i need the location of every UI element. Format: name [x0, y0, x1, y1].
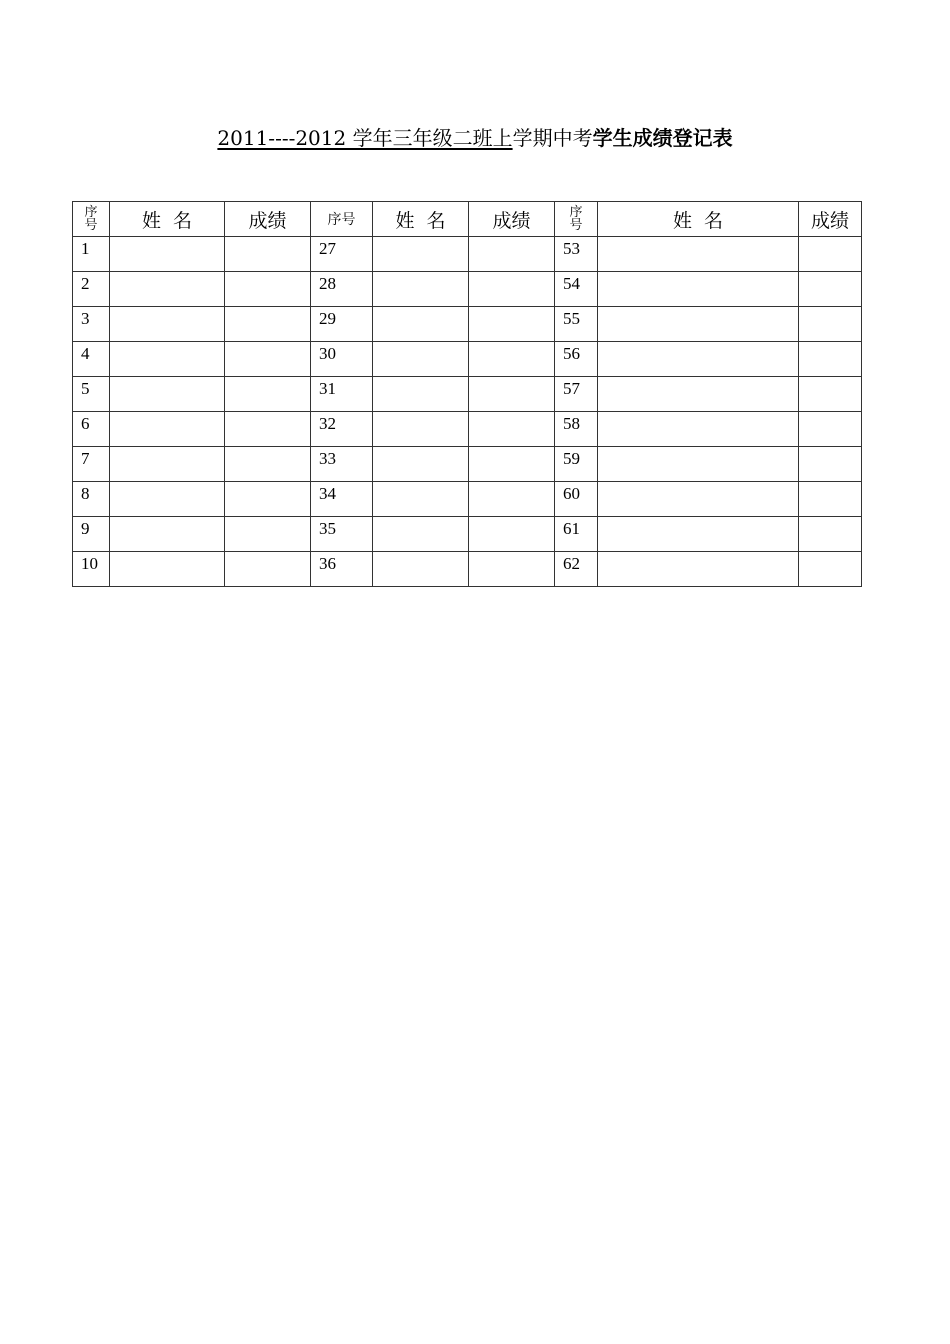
seq-cell: 54	[555, 272, 598, 307]
score-cell[interactable]	[799, 552, 862, 587]
seq-cell: 7	[73, 447, 110, 482]
score-cell[interactable]	[225, 552, 311, 587]
seq-cell: 59	[555, 447, 598, 482]
name-cell[interactable]	[373, 377, 469, 412]
header-name-3: 姓 名	[598, 202, 799, 237]
score-cell[interactable]	[799, 482, 862, 517]
header-name-2: 姓 名	[373, 202, 469, 237]
table-row	[73, 342, 862, 377]
seq-cell: 58	[555, 412, 598, 447]
name-cell[interactable]	[598, 482, 799, 517]
table-row	[73, 447, 862, 482]
seq-cell: 33	[311, 447, 373, 482]
name-cell[interactable]	[373, 237, 469, 272]
seq-cell: 27	[311, 237, 373, 272]
header-seq-1: 序号	[73, 202, 110, 237]
header-score-2: 成绩	[469, 202, 555, 237]
score-cell[interactable]	[469, 552, 555, 587]
score-cell[interactable]	[225, 517, 311, 552]
seq-cell: 32	[311, 412, 373, 447]
name-cell[interactable]	[373, 342, 469, 377]
name-cell[interactable]	[110, 237, 225, 272]
name-cell[interactable]	[110, 272, 225, 307]
seq-cell: 4	[73, 342, 110, 377]
title-underlined: 2011----2012 学年三年级二班上	[217, 126, 513, 150]
seq-cell: 31	[311, 377, 373, 412]
score-cell[interactable]	[469, 272, 555, 307]
seq-cell: 3	[73, 307, 110, 342]
score-cell[interactable]	[799, 447, 862, 482]
name-cell[interactable]	[110, 552, 225, 587]
score-cell[interactable]	[469, 517, 555, 552]
table-row	[73, 272, 862, 307]
seq-cell: 1	[73, 237, 110, 272]
score-cell[interactable]	[225, 412, 311, 447]
seq-cell: 6	[73, 412, 110, 447]
name-cell[interactable]	[110, 377, 225, 412]
name-cell[interactable]	[110, 307, 225, 342]
seq-cell: 29	[311, 307, 373, 342]
table-row	[73, 307, 862, 342]
seq-cell: 60	[555, 482, 598, 517]
header-name-1: 姓 名	[110, 202, 225, 237]
score-cell[interactable]	[799, 412, 862, 447]
name-cell[interactable]	[598, 412, 799, 447]
score-cell[interactable]	[469, 342, 555, 377]
name-cell[interactable]	[373, 482, 469, 517]
score-cell[interactable]	[799, 342, 862, 377]
seq-cell: 36	[311, 552, 373, 587]
title-plain: 学期中考	[512, 126, 593, 150]
name-cell[interactable]	[373, 412, 469, 447]
score-cell[interactable]	[799, 307, 862, 342]
name-cell[interactable]	[110, 342, 225, 377]
table-row	[73, 237, 862, 272]
name-cell[interactable]	[110, 517, 225, 552]
seq-cell: 8	[73, 482, 110, 517]
score-cell[interactable]	[225, 237, 311, 272]
score-cell[interactable]	[469, 237, 555, 272]
page-title	[0, 124, 950, 152]
name-cell[interactable]	[110, 482, 225, 517]
table-row	[73, 517, 862, 552]
seq-cell: 30	[311, 342, 373, 377]
score-cell[interactable]	[469, 447, 555, 482]
name-cell[interactable]	[598, 307, 799, 342]
score-table	[72, 201, 862, 587]
score-cell[interactable]	[469, 377, 555, 412]
table-row	[73, 552, 862, 587]
header-seq-3: 序号	[555, 202, 598, 237]
name-cell[interactable]	[598, 447, 799, 482]
score-cell[interactable]	[799, 237, 862, 272]
score-cell[interactable]	[225, 447, 311, 482]
name-cell[interactable]	[373, 517, 469, 552]
name-cell[interactable]	[373, 447, 469, 482]
name-cell[interactable]	[598, 272, 799, 307]
seq-cell: 2	[73, 272, 110, 307]
score-cell[interactable]	[225, 482, 311, 517]
name-cell[interactable]	[373, 307, 469, 342]
seq-cell: 61	[555, 517, 598, 552]
name-cell[interactable]	[598, 517, 799, 552]
table-row	[73, 377, 862, 412]
seq-cell: 55	[555, 307, 598, 342]
seq-cell: 53	[555, 237, 598, 272]
name-cell[interactable]	[598, 377, 799, 412]
header-score-3: 成绩	[799, 202, 862, 237]
score-cell[interactable]	[469, 482, 555, 517]
name-cell[interactable]	[598, 552, 799, 587]
seq-cell: 10	[73, 552, 110, 587]
header-score-1: 成绩	[225, 202, 311, 237]
score-cell[interactable]	[799, 517, 862, 552]
score-cell[interactable]	[225, 377, 311, 412]
title-bold: 学生成绩登记表	[592, 126, 733, 150]
seq-cell: 57	[555, 377, 598, 412]
score-cell[interactable]	[225, 272, 311, 307]
seq-cell: 62	[555, 552, 598, 587]
name-cell[interactable]	[598, 342, 799, 377]
table-row	[73, 482, 862, 517]
seq-cell: 5	[73, 377, 110, 412]
score-cell[interactable]	[225, 307, 311, 342]
seq-cell: 28	[311, 272, 373, 307]
name-cell[interactable]	[373, 272, 469, 307]
score-cell[interactable]	[799, 377, 862, 412]
name-cell[interactable]	[598, 237, 799, 272]
seq-cell: 56	[555, 342, 598, 377]
score-cell[interactable]	[799, 272, 862, 307]
score-cell[interactable]	[225, 342, 311, 377]
header-row	[73, 202, 862, 237]
score-cell[interactable]	[469, 307, 555, 342]
seq-cell: 9	[73, 517, 110, 552]
table-row	[73, 412, 862, 447]
name-cell[interactable]	[373, 552, 469, 587]
seq-cell: 34	[311, 482, 373, 517]
name-cell[interactable]	[110, 447, 225, 482]
name-cell[interactable]	[110, 412, 225, 447]
score-cell[interactable]	[469, 412, 555, 447]
seq-cell: 35	[311, 517, 373, 552]
header-seq-2: 序号	[311, 202, 373, 237]
